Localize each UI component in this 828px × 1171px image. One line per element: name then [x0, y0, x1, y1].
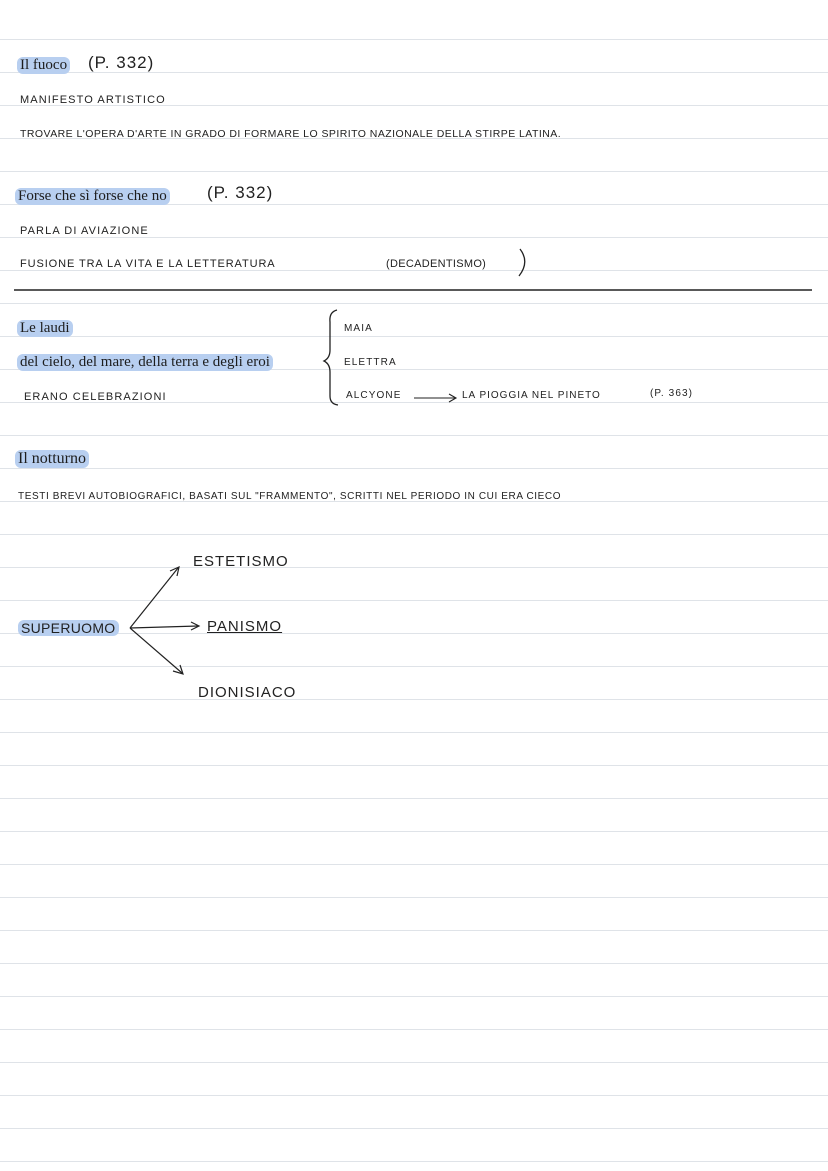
alcyone-poem: LA PIOGGIA NEL PINETO — [462, 390, 601, 401]
laudi-note: ERANO CELEBRAZIONI — [24, 391, 167, 403]
forse-line-2: FUSIONE TRA LA VITA E LA LETTERATURA — [20, 258, 276, 270]
superuomo-root: SUPERUOMO — [18, 620, 119, 636]
laudi-book-maia: MAIA — [344, 323, 373, 334]
paren-close — [519, 249, 525, 276]
laudi-book-elettra: ELETTRA — [344, 357, 397, 368]
branch-panismo: PANISMO — [207, 618, 283, 635]
forse-line-2-paren: (DECADENTISMO) — [386, 258, 487, 270]
notturno-desc: TESTI BREVI AUTOBIOGRAFICI, BASATI SUL "FRAMMENTO", SCRITTI NEL PERIODO IN CUI ERA CIECO — [18, 491, 562, 502]
section-title-fuoco: Il fuoco — [17, 57, 70, 74]
arrow-dionisiaco — [130, 628, 182, 673]
page-ref-forse: (P. 332) — [207, 183, 274, 202]
section-title-notturno: Il notturno — [15, 450, 89, 468]
laudi-brace — [324, 310, 338, 405]
section-title-forse: Forse che sì forse che no — [15, 188, 170, 205]
alcyone-page-ref: (P. 363) — [650, 388, 694, 399]
page-ref-fuoco: (P. 332) — [88, 53, 155, 72]
arrow-estetismo — [130, 568, 178, 628]
section-title-laudi: Le laudi — [17, 320, 73, 337]
branch-estetismo: ESTETISMO — [193, 553, 289, 570]
arrow-panismo — [130, 626, 198, 628]
branch-dionisiaco: DIONISIACO — [198, 684, 297, 701]
fuoco-line-1: MANIFESTO ARTISTICO — [20, 94, 166, 106]
fuoco-line-2: TROVARE L'OPERA D'ARTE IN GRADO DI FORMARE LO SPIRITO NAZIONALE DELLA STIRPE LATINA. — [20, 128, 562, 140]
laudi-book-alcyone: ALCYONE — [346, 390, 402, 401]
forse-line-1: PARLA DI AVIAZIONE — [20, 225, 149, 237]
laudi-subtitle: del cielo, del mare, della terra e degli eroi — [17, 354, 273, 371]
